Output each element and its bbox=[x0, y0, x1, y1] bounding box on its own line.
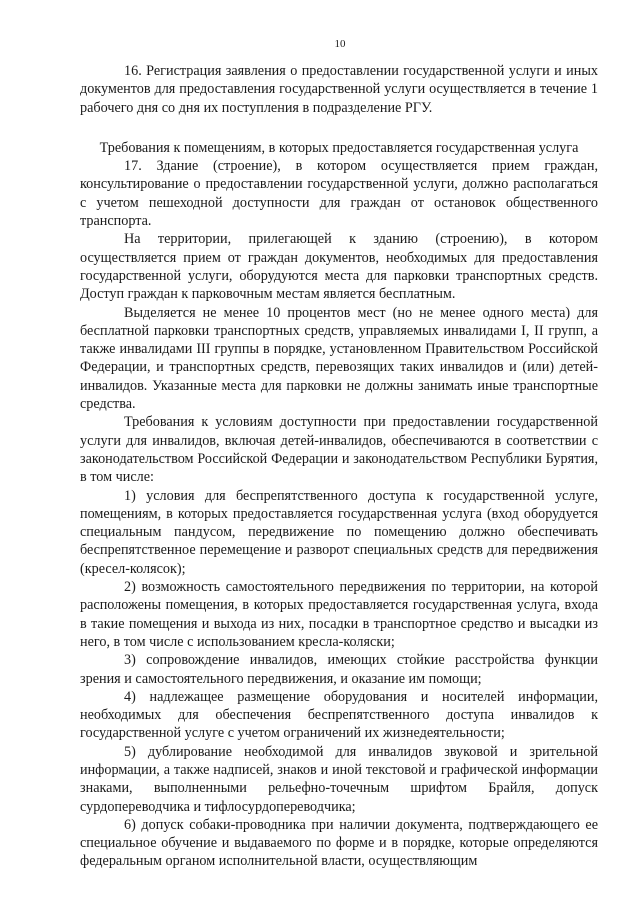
list-item-2: 2) возможность самостоятельного передвижения по территории, на которой расположены помещения, в которых предоставляется государственная услуга, входа в такие помещения и выхода из них, посадки в транспортное средство и высадки из него, в том числе с использованием кресла-коляски; bbox=[80, 579, 598, 650]
paragraph-parking-disabled: Выделяется не менее 10 процентов мест (но не менее одного места) для бесплатной парковки транспортных средств, управляемых инвалидами I, II групп, а также инвалидами III группы в порядке, установленном Правительством Российской Федерации, и транспортных средств, перевозящих таких инвалидов и (или) детей-инвалидов. Указанные места для парковки не должны занимать иные транспортные средства. bbox=[80, 304, 598, 413]
list-item-1: 1) условия для беспрепятственного доступа к государственной услуге, помещениям, в которых предоставляется государственная услуга (вход оборудуется специальным пандусом, передвижение по помещению должно обеспечивать беспрепятственное перемещение и разворот специальных средств для передвижения (кресел-колясок); bbox=[80, 487, 598, 577]
list-item-6: 6) допуск собаки-проводника при наличии документа, подтверждающего ее специальное обучение и выдаваемого по форме и в порядке, которые определяются федеральным органом исполнительной власти, осуществляющим bbox=[80, 816, 598, 870]
list-item-4: 4) надлежащее размещение оборудования и носителей информации, необходимых для обеспечения беспрепятственного доступа инвалидов к государственной услуге с учетом ограничений их жизнедеятельности; bbox=[80, 688, 598, 742]
list-item-5: 5) дублирование необходимой для инвалидов звуковой и зрительной информации, а также надписей, знаков и иной текстовой и графической информации знаками, выполненными рельефно-точечным шрифтом Брайля, допуск сурдопереводчика и тифлосурдопереводчика; bbox=[80, 743, 598, 815]
paragraph-accessibility-requirements: Требования к условиям доступности при предоставлении государственной услуги для инвалидов, включая детей-инвалидов, обеспечиваются в соответствии с законодательством Российской Федерации и законодательством Республики Бурятия, в том числе: bbox=[80, 414, 598, 486]
page-number: 10 bbox=[334, 38, 346, 50]
paragraph-17: 17. Здание (строение), в котором осуществляется прием граждан, консультирование о предоставлении государственной услуги, должно располагаться с учетом пешеходной доступности для граждан от остановок общественного транспорта. bbox=[80, 158, 598, 230]
paragraph-parking-territory: На территории, прилегающей к зданию (строению), в котором осуществляется прием от граждан документов, необходимых для предоставления государственной услуги, оборудуются места для парковки транспортных средств. Доступ граждан к парковочным местам является бесплатным. bbox=[80, 231, 598, 303]
document-body bbox=[80, 62, 598, 871]
section-heading: Требования к помещениям, в которых предоставляется государственная услуга bbox=[99, 139, 579, 156]
list-item-3: 3) сопровождение инвалидов, имеющих стойкие расстройства функции зрения и самостоятельного передвижения, и оказание им помощи; bbox=[80, 652, 598, 687]
paragraph-16: 16. Регистрация заявления о предоставлении государственной услуги и иных документов для предоставления государственной услуги осуществляется в течение 1 рабочего дня со дня их поступления в подразделение РГУ. bbox=[80, 63, 598, 116]
